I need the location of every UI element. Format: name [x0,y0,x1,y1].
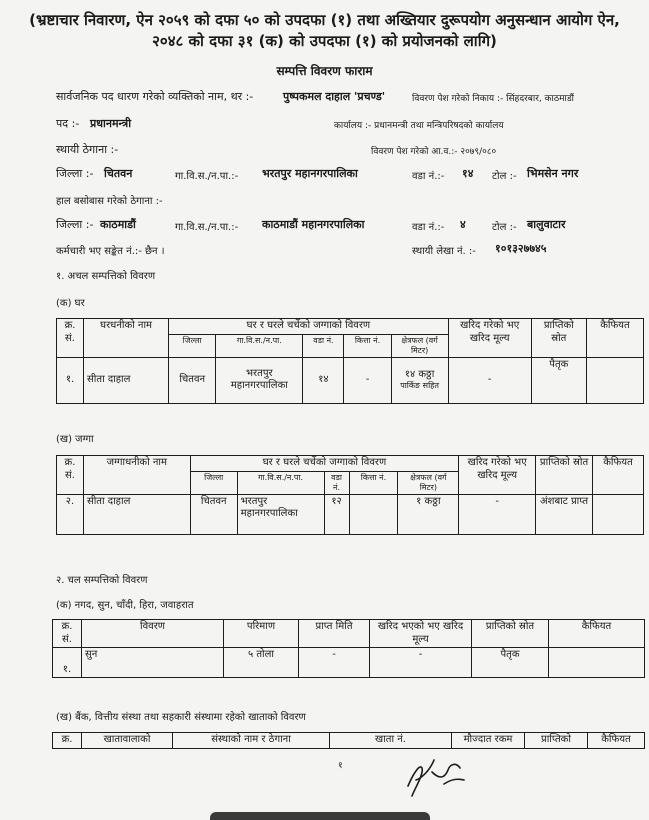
col-sn: क्र. सं. [53,620,82,648]
office: कार्यालय :- प्रधानमन्त्री तथा मन्त्रिपरिषदको कार्यालय [334,121,504,131]
perm-ward: १४ [462,167,474,180]
perm-district: चितवन [104,167,133,180]
col-group: घर र घरले चर्चेको जग्गाको विवरण [169,319,448,335]
cell-sn: १. [53,648,82,678]
col-vdc: गा.वि.स./न.पा. [216,334,303,357]
col-acc: खाता नं. [330,733,452,749]
cell-ward: १२ [324,494,349,534]
submit-office: विवरण पेश गरेको निकाय :- सिंहदरबार, काठमाडौं [412,94,574,104]
cur-vdc: काठमाडौं महानगरपालिका [262,218,365,231]
section2-title: २. चल सम्पत्तिको विवरण [56,575,148,586]
col-remark: कैफियत [592,456,643,495]
perm-vdc-label: गा.वि.स./न.पा.:- [175,171,239,182]
form-title: सम्पत्ति विवरण फाराम [276,64,373,78]
col-sn: क्र. सं. [57,319,84,358]
cur-tole-label: टोल :- [492,222,517,233]
col-owner: घरधनीको नाम [84,319,169,358]
employee-id: कर्मचारी भए सङ्केत नं.:- छैन । [56,246,165,257]
col-area: क्षेत्रफल (वर्ग मिटर) [391,334,448,357]
col-remark: कैफियत [586,319,643,358]
table-row [57,357,644,403]
cell-owner: सीता दाहाल [83,494,190,534]
cell-value: - [370,648,472,678]
col-source: प्राप्तिको स्रोत [536,456,593,495]
cell-value: - [448,357,531,403]
table-row [57,494,644,534]
cell-remark [549,648,645,678]
cell-area [391,357,448,403]
post-value: प्रधानमन्त्री [90,117,132,130]
col-sn: क्र. [53,733,82,749]
col-holder: खातावालाको [82,733,173,749]
section1-title: १. अचल सम्पत्तिको विवरण [56,271,156,282]
col-source: प्राप्तिको स्रोत [531,319,586,358]
perm-tole: भिमसेन नगर [527,167,579,180]
bank-table [52,732,645,749]
col-source: प्राप्तिको स्रोत [472,620,549,648]
col-inst: संस्थाको नाम र ठेगाना [173,733,330,749]
cell-remark [592,494,643,534]
col-remark: कैफियत [588,733,645,749]
cell-source: पैतृक [472,648,549,678]
col-remark: कैफियत [549,620,645,648]
col-district: जिल्ला [169,334,216,357]
post-label: पद :- [56,117,80,130]
col-kitta: कित्ता नं. [344,334,391,357]
col-sn: क्र. सं. [57,456,84,495]
cell-ward: १४ [303,357,344,403]
pan-label: स्थायी लेखा नं. :- [412,246,476,257]
page-number: १ [338,761,343,771]
pan-value: १०१३२७७४५ [495,242,547,255]
cell-sn: २. [57,494,84,534]
cash-table [52,619,645,678]
col-group: घर र घरले चर्चेको जग्गाको विवरण [190,456,459,472]
col-area: क्षेत्रफल (वर्ग मिटर) [398,471,459,494]
bottom-overlay-bar [210,812,430,820]
cell-kitta [349,494,398,534]
cell-district: चितवन [190,494,237,534]
cell-sn: १. [57,357,84,403]
cell-source: पैतृक [531,357,586,403]
table-row [53,648,645,678]
cash-title: (क) नगद, सुन, चाँदी, हिरा, जवाहरात [56,600,194,611]
col-desc: विवरण [82,620,224,648]
cur-ward: ४ [460,218,466,231]
perm-ward-label: वडा नं.:- [412,171,445,182]
col-balance: मौज्दात रकम [452,733,525,749]
col-ward: वडा नं. [303,334,344,357]
header-line-1: (भ्रष्टाचार निवारण, ऐन २०५९ को दफा ५० को उपदफा (१) तथा अख्तियार दुरूपयोग अनुसन्धान आयोग ऐन, [29,11,620,29]
cur-tole: बालुवाटार [527,218,566,231]
col-value: खरिद गरेको भए खरिद मूल्य [459,456,536,495]
col-value: खरिद गरेको भए खरिद मूल्य [448,319,531,358]
cur-district-label: जिल्ला :- [56,218,94,231]
name-label: सार्वजनिक पद धारण गरेको व्यक्तिको नाम, थर :- [56,90,254,103]
cell-desc: सुन [82,648,224,678]
land-title: (ख) जग्गा [56,434,94,445]
cell-remark [586,357,643,403]
col-vdc: गा.वि.स./न.पा. [237,471,324,494]
col-qty: परिमाण [224,620,299,648]
cell-area: १ कठ्ठा [398,494,459,534]
bank-title: (ख) बैंक, वित्तीय संस्था तथा सहकारी संस्थामा रहेको खाताको विवरण [56,712,306,723]
cell-district: चितवन [169,357,216,403]
house-table [56,318,644,404]
cell-kitta: - [344,357,391,403]
col-ward: वडा नं. [324,471,349,494]
col-kitta: कित्ता नं. [349,471,398,494]
permanent-address-label: स्थायी ठेगाना :- [56,143,119,156]
header-line-2: २०४८ को दफा ३१ (क) को उपदफा (१) को प्रयोजनको लागि) [152,32,497,50]
cur-ward-label: वडा नं.:- [412,222,445,233]
current-address-label: हाल बसोबास गरेको ठेगाना :- [56,196,163,207]
cell-owner: सीता दाहाल [84,357,169,403]
cell-vdc: भरतपुर महानगरपालिका [216,357,303,403]
signature [404,750,468,798]
perm-district-label: जिल्ला :- [56,167,94,180]
name-value: पुष्पकमल दाहाल 'प्रचण्ड' [283,90,386,103]
cell-date: - [299,648,370,678]
cell-value: - [459,494,536,534]
cell-vdc: भरतपुर महानगरपालिका [237,494,324,534]
col-district: जिल्ला [190,471,237,494]
area-note: पार्किङ सहित [400,381,439,391]
land-table [56,455,644,535]
cell-qty: ५ तोला [224,648,299,678]
cur-district: काठमाडौं [100,218,136,231]
col-source: प्राप्तिको [525,733,588,749]
fiscal-year: विवरण पेश गरेको आ.व.:- २०७९/०८० [371,147,497,157]
area-value: १४ कठ्ठा [404,368,435,380]
col-value: खरिद भएको भए खरिद मूल्य [370,620,472,648]
perm-vdc: भरतपुर महानगरपालिका [262,167,358,180]
col-owner: जग्गाधनीको नाम [83,456,190,495]
col-date: प्राप्त मिति [299,620,370,648]
perm-tole-label: टोल :- [492,171,517,182]
cur-vdc-label: गा.वि.स./न.पा.:- [175,222,239,233]
cell-source: अंशबाट प्राप्त [536,494,593,534]
house-title: (क) घर [56,298,85,309]
